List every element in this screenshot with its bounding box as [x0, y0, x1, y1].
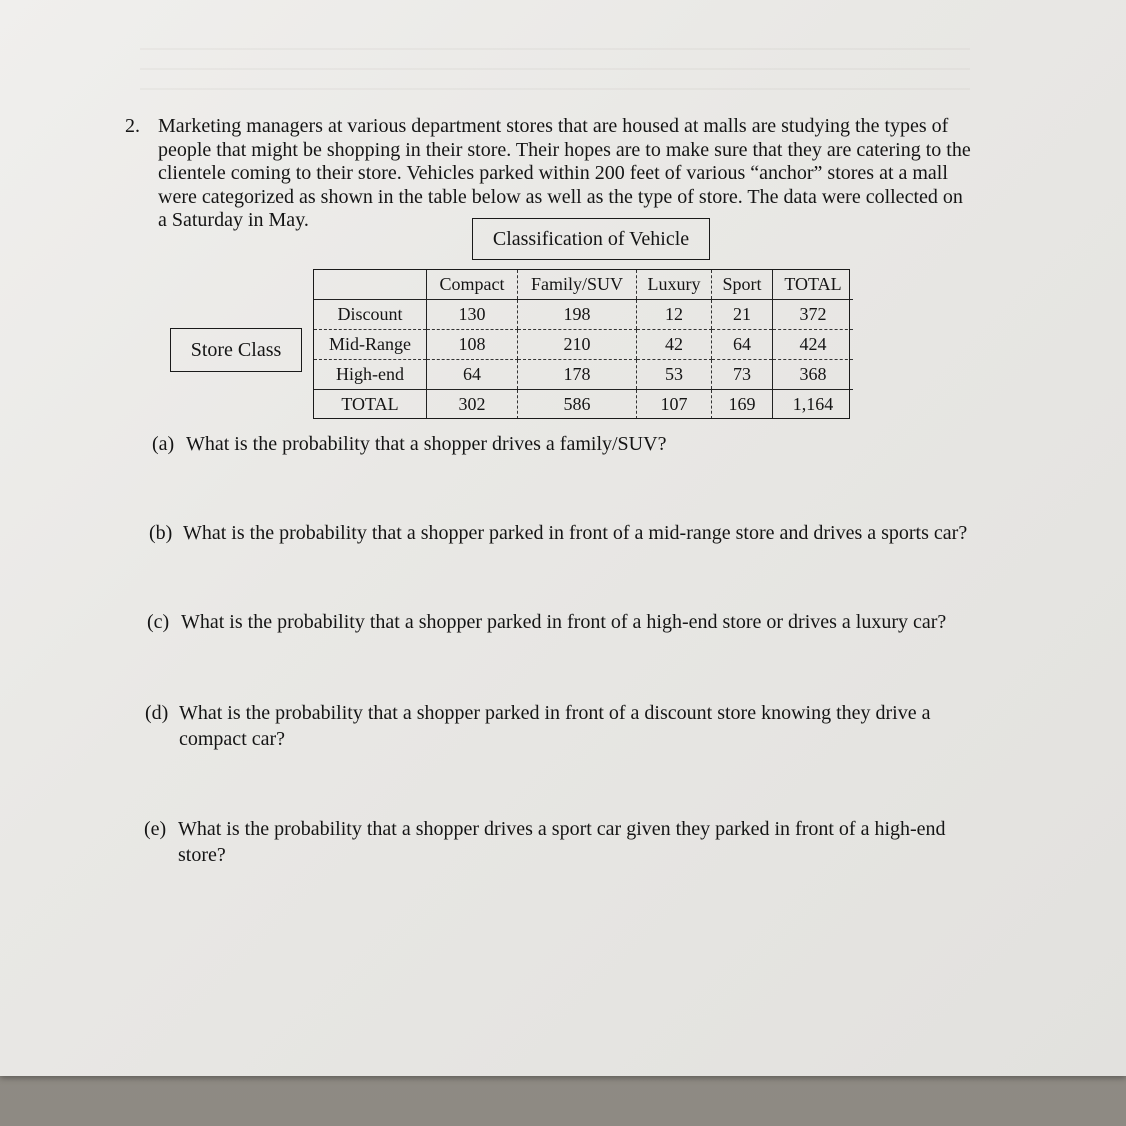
question-b: [149, 520, 967, 546]
table-cell: 12: [637, 300, 712, 330]
row-label: Discount: [314, 300, 427, 330]
question-text-continued: compact car?: [179, 728, 286, 750]
question-d: [145, 700, 930, 752]
intro-line: were categorized as shown in the table below as well as the type of store. The data were collected on: [158, 185, 963, 208]
table-cell: 210: [518, 330, 637, 360]
table-cell: 53: [637, 360, 712, 390]
reverse-side-bleed: [140, 30, 970, 90]
table-cell: 130: [427, 300, 518, 330]
row-label: TOTAL: [314, 390, 427, 420]
table-cell: 198: [518, 300, 637, 330]
question-text: What is the probability that a shopper parked in front of a high-end store or drives a luxury car?: [181, 611, 947, 633]
question-text: What is the probability that a shopper drives a family/SUV?: [186, 433, 667, 455]
table-total-row: [314, 390, 853, 420]
table-cell: 64: [712, 330, 773, 360]
row-header-label: Store Class: [170, 328, 302, 372]
corner-cell: [314, 270, 427, 300]
table-row: [314, 330, 853, 360]
table-cell: 302: [427, 390, 518, 420]
row-label: High-end: [314, 360, 427, 390]
table-cell: 107: [637, 390, 712, 420]
table-cell: 73: [712, 360, 773, 390]
problem-intro: [158, 115, 1048, 233]
table-header-row: [314, 270, 853, 300]
intro-line: Marketing managers at various department stores that are housed at malls are studying the types of: [158, 115, 949, 137]
table-cell: 1,164: [773, 390, 854, 420]
question-text: What is the probability that a shopper parked in front of a mid-range store and drives a sports car?: [183, 522, 968, 544]
intro-line: clientele coming to their store. Vehicles parked within 200 feet of various “anchor” stores at a mall: [158, 162, 948, 185]
row-label: Mid-Range: [314, 330, 427, 360]
question-c: [147, 609, 946, 635]
question-label: (c): [147, 611, 170, 633]
table-cell: 368: [773, 360, 854, 390]
question-label: (a): [152, 433, 175, 455]
question-text-continued: store?: [178, 844, 226, 866]
table-cell: 169: [712, 390, 773, 420]
table-cell: 21: [712, 300, 773, 330]
question-label: (d): [145, 702, 169, 724]
problem-number: 2.: [125, 115, 140, 137]
table-cell: 372: [773, 300, 854, 330]
col-header: TOTAL: [773, 270, 854, 300]
question-e: [144, 816, 946, 868]
question-text: What is the probability that a shopper parked in front of a discount store knowing they drive a: [179, 702, 931, 724]
question-label: (e): [144, 818, 167, 840]
intro-line: a Saturday in May.: [158, 209, 309, 232]
table-cell: 42: [637, 330, 712, 360]
table-row: [314, 360, 853, 390]
intro-line: people that might be shopping in their store. Their hopes are to make sure that they are catering to the: [158, 138, 971, 161]
table-cell: 64: [427, 360, 518, 390]
contingency-table: [314, 270, 853, 419]
table-cell: 178: [518, 360, 637, 390]
table-cell: 108: [427, 330, 518, 360]
question-text: What is the probability that a shopper drives a sport car given they parked in front of a high-end: [178, 818, 946, 840]
col-header: Luxury: [637, 270, 712, 300]
question-a: [152, 431, 666, 457]
table-cell: 586: [518, 390, 637, 420]
table-row: [314, 300, 853, 330]
table-cell: 424: [773, 330, 854, 360]
col-header: Sport: [712, 270, 773, 300]
column-header-label: Classification of Vehicle: [472, 218, 710, 260]
col-header: Family/SUV: [518, 270, 637, 300]
col-header: Compact: [427, 270, 518, 300]
question-label: (b): [149, 522, 173, 544]
